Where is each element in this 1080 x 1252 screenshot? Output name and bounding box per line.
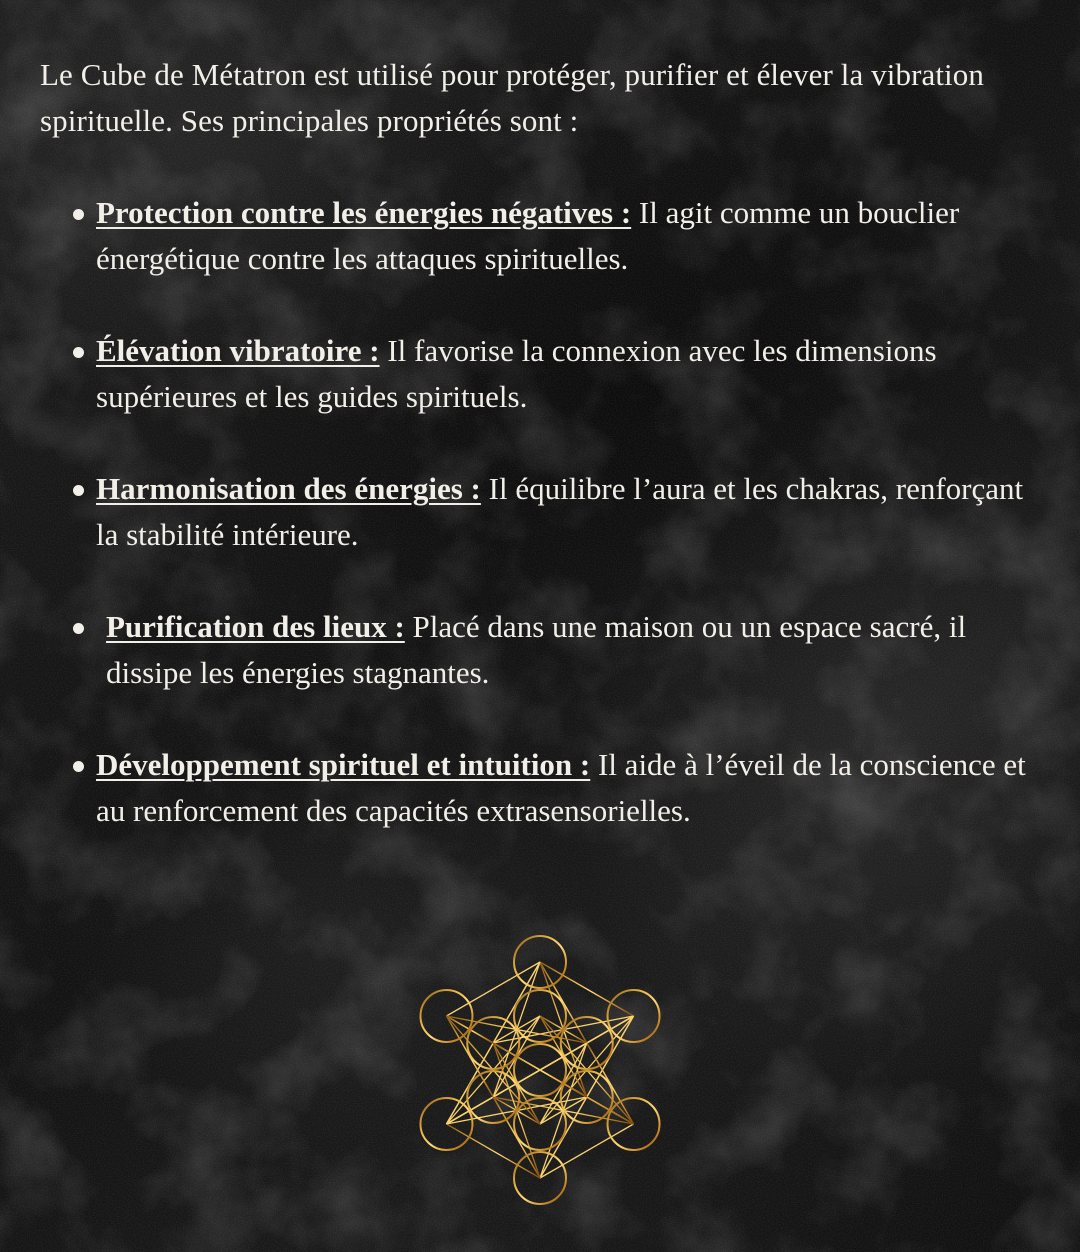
property-description: Il équilibre l’aura et les chakras, renforçant la stabilité intérieure. — [96, 471, 1024, 552]
bullet-icon — [73, 347, 84, 358]
property-term: Élévation vibratoire : — [96, 333, 380, 368]
bullet-icon — [73, 485, 84, 496]
cube-line — [446, 962, 540, 1016]
property-description: Placé dans une maison ou un espace sacré, il dissipe les énergies stagnantes. — [106, 609, 967, 690]
cube-line — [540, 962, 634, 1016]
cube-line — [540, 1124, 634, 1178]
content-area — [40, 52, 1050, 144]
property-term: Harmonisation des énergies : — [96, 471, 481, 506]
bullet-icon — [73, 209, 84, 220]
property-term: Protection contre les énergies négatives : — [96, 195, 632, 230]
cube-line — [446, 1124, 540, 1178]
property-description: Il aide à l’éveil de la conscience et au renforcement des capacités extrasensorielles. — [96, 747, 1026, 828]
property-description: Il agit comme un bouclier énergétique contre les attaques spirituelles. — [96, 195, 960, 276]
metatrons-cube-icon — [405, 925, 675, 1215]
property-term: Développement spirituel et intuition : — [96, 747, 591, 782]
bullet-icon — [73, 623, 84, 634]
intro-paragraph: Le Cube de Métatron est utilisé pour protéger, purifier et élever la vibration spirituelle. Ses principales propriétés sont : — [40, 57, 984, 138]
bullet-icon — [73, 761, 84, 772]
property-description: Il favorise la connexion avec les dimensions supérieures et les guides spirituels. — [96, 333, 937, 414]
property-term: Purification des lieux : — [106, 609, 405, 644]
